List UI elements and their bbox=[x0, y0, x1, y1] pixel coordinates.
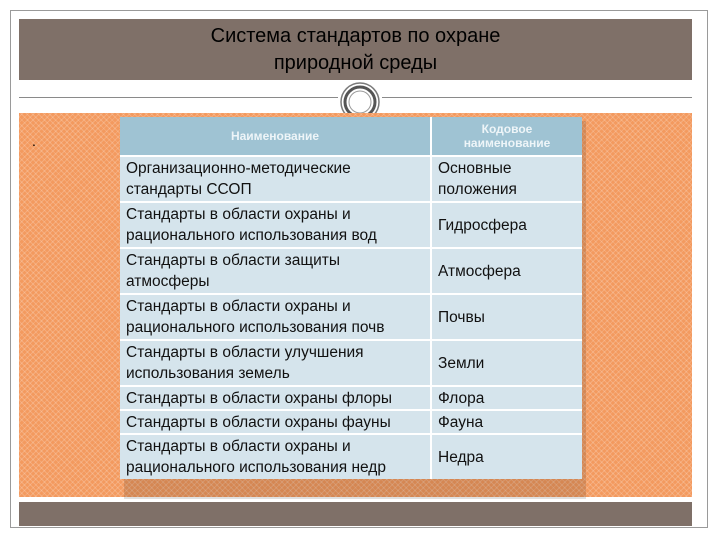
table-row bbox=[120, 202, 582, 248]
header-name: Наименование bbox=[120, 117, 431, 156]
row-name-cell: Организационно-методические стандарты ССОП bbox=[120, 156, 431, 202]
row-code-cell: Гидросфера bbox=[431, 202, 582, 248]
slide-title-line-1: Система стандартов по охране bbox=[210, 25, 501, 47]
table-row bbox=[120, 294, 582, 340]
bullet-marker: . bbox=[32, 133, 36, 149]
row-name-cell: Стандарты в области охраны и рационального использования вод bbox=[120, 202, 431, 248]
row-name-cell: Стандарты в области охраны и рационального использования почв bbox=[120, 294, 431, 340]
row-code-cell: Атмосфера bbox=[431, 248, 582, 294]
title-bar bbox=[19, 19, 692, 80]
slide-title-line-2: природной среды bbox=[273, 52, 438, 74]
table-row bbox=[120, 248, 582, 294]
table-header-row bbox=[120, 117, 582, 156]
row-name-cell: Стандарты в области охраны фауны bbox=[120, 410, 431, 434]
row-name-cell: Стандарты в области защиты атмосферы bbox=[120, 248, 431, 294]
row-code-cell: Земли bbox=[431, 340, 582, 386]
table-row bbox=[120, 386, 582, 410]
row-name-cell: Стандарты в области улучшения использования земель bbox=[120, 340, 431, 386]
divider-left bbox=[19, 97, 338, 98]
row-code-cell: Недра bbox=[431, 434, 582, 479]
standards-table bbox=[120, 117, 582, 479]
table-row bbox=[120, 340, 582, 386]
row-name-cell: Стандарты в области охраны и рационального использования недр bbox=[120, 434, 431, 479]
table-row bbox=[120, 410, 582, 434]
table-row bbox=[120, 156, 582, 202]
row-code-cell: Флора bbox=[431, 386, 582, 410]
header-code: Кодовое наименование bbox=[431, 117, 582, 156]
row-code-cell: Основные положения bbox=[431, 156, 582, 202]
table-row bbox=[120, 434, 582, 479]
footer-bar bbox=[19, 502, 692, 526]
row-code-cell: Почвы bbox=[431, 294, 582, 340]
divider-right bbox=[382, 97, 692, 98]
row-code-cell: Фауна bbox=[431, 410, 582, 434]
row-name-cell: Стандарты в области охраны флоры bbox=[120, 386, 431, 410]
